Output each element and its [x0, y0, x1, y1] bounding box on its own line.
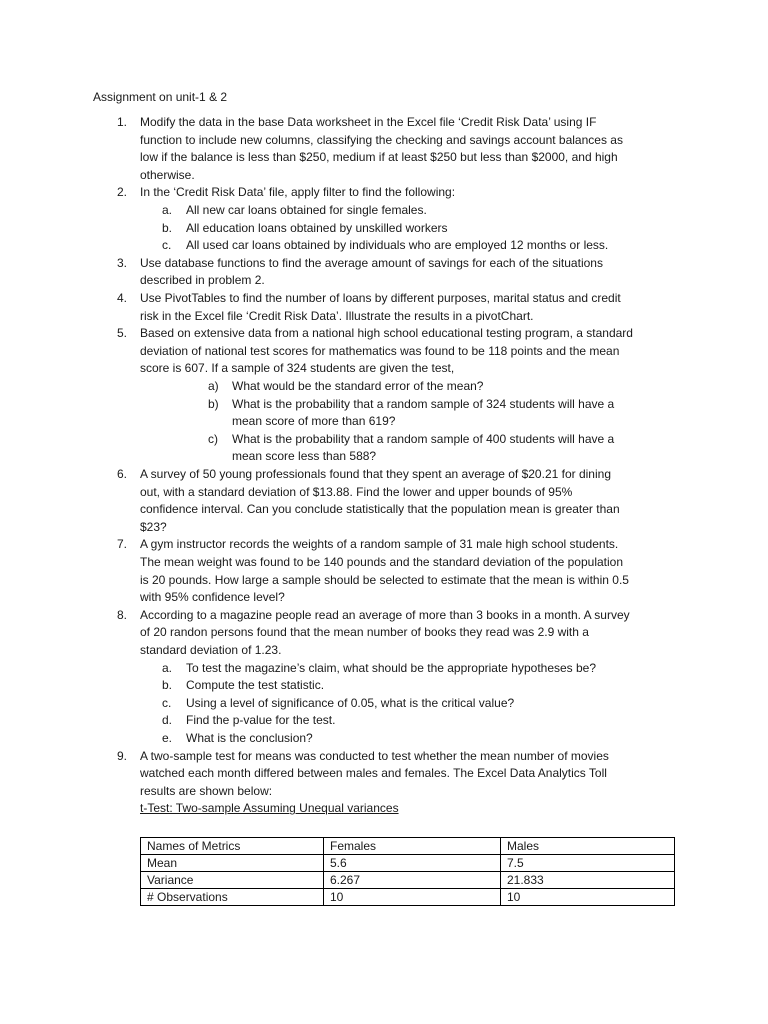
subquestion-label: e. [162, 731, 173, 745]
question-text: deviation of national test scores for mathematics was found to be 118 points and the mean [140, 343, 620, 358]
question-text: score is 607. If a sample of 324 students are given the test, [140, 361, 455, 376]
subquestion-label: b. [162, 220, 173, 235]
table-cell: # Observations [141, 889, 324, 906]
table-caption: t-Test: Two-sample Assuming Unequal variances [140, 801, 399, 816]
subquestion-text: What is the probability that a random sample of 400 students will have a [232, 431, 615, 446]
subquestion-text: Using a level of significance of 0.05, what is the critical value? [186, 695, 515, 710]
question-text: Based on extensive data from a national high school educational testing program, a standard [140, 326, 633, 341]
subquestion-text: Compute the test statistic. [186, 678, 325, 693]
question-text: otherwise. [140, 167, 195, 182]
question-number: 6. [117, 467, 128, 481]
question-text: results are shown below: [140, 783, 273, 798]
question-number: 5. [117, 326, 128, 341]
subquestion-label: a) [208, 379, 219, 393]
table-row [141, 889, 675, 906]
question-number: 8. [117, 607, 128, 622]
question-text: low if the balance is less than $250, medium if at least $250 but less than $2000, and high [140, 150, 618, 165]
subquestion-text: What is the probability that a random sample of 324 students will have a [232, 396, 615, 411]
subquestion-label: a. [162, 203, 173, 217]
question-text: with 95% confidence level? [140, 590, 285, 605]
table-row [141, 855, 675, 872]
subquestion-label: a. [162, 660, 173, 675]
question-text: $23? [140, 519, 167, 534]
subquestion-text: What would be the standard error of the mean? [232, 379, 484, 393]
subquestion-text: To test the magazine’s claim, what should be the appropriate hypotheses be? [186, 660, 597, 675]
subquestion-text: All new car loans obtained for single females. [186, 203, 427, 217]
table-cell: 10 [324, 889, 501, 906]
question-text: Modify the data in the base Data worksheet in the Excel file ‘Credit Risk Data’ using IF [140, 115, 597, 129]
document-title: Assignment on unit-1 & 2 [93, 90, 228, 104]
question-text: A two-sample test for means was conducted to test whether the mean number of movies [140, 748, 609, 763]
table-cell: 6.267 [324, 872, 501, 889]
question-number: 2. [117, 185, 128, 200]
question-text: A survey of 50 young professionals found that they spent an average of $20.21 for dining [140, 467, 611, 481]
subquestion-label: c. [162, 238, 172, 253]
table-row [141, 872, 675, 889]
question-number: 9. [117, 748, 128, 763]
table-cell: 10 [501, 889, 675, 906]
table-header-cell: Females [324, 838, 501, 855]
subquestion-text: Find the p-value for the test. [186, 713, 336, 728]
question-text: The mean weight was found to be 140 pounds and the standard deviation of the population [140, 555, 624, 569]
question-text: Use PivotTables to find the number of loans by different purposes, marital status and credit [140, 291, 621, 305]
question-text: Use database functions to find the average amount of savings for each of the situations [140, 255, 603, 270]
subquestion-text: All education loans obtained by unskilled workers [186, 220, 448, 235]
subquestion-text: All used car loans obtained by individuals who are employed 12 months or less. [186, 238, 609, 253]
question-number: 4. [117, 291, 128, 305]
question-text: out, with a standard deviation of $13.88. Find the lower and upper bounds of 95% [140, 484, 573, 499]
subquestion-label: d. [162, 713, 173, 728]
subquestion-label: c. [162, 695, 172, 710]
question-number: 1. [117, 115, 128, 129]
question-number: 7. [117, 537, 128, 552]
question-number: 3. [117, 255, 128, 270]
question-text: risk in the Excel file ‘Credit Risk Data’. Illustrate the results in a pivotChart. [140, 308, 534, 323]
question-text: watched each month differed between males and females. The Excel Data Analytics Toll [140, 766, 607, 781]
question-text: A gym instructor records the weights of a random sample of 31 male high school students. [140, 537, 619, 552]
subquestion-text: What is the conclusion? [186, 731, 313, 745]
table-cell: Mean [141, 855, 324, 872]
question-text: According to a magazine people read an average of more than 3 books in a month. A survey [140, 607, 630, 622]
subquestion-label: c) [208, 431, 218, 446]
question-text: described in problem 2. [140, 273, 265, 288]
subquestion-text: mean score less than 588? [232, 449, 377, 464]
question-text: function to include new columns, classifying the checking and savings account balances as [140, 132, 623, 147]
table-cell: 5.6 [324, 855, 501, 872]
question-text: standard deviation of 1.23. [140, 643, 282, 657]
table-cell: 7.5 [501, 855, 675, 872]
ttest-results-table [140, 837, 675, 906]
question-text: confidence interval. Can you conclude statistically that the population mean is greater than [140, 502, 620, 517]
subquestion-text: mean score of more than 619? [232, 414, 396, 429]
question-text: of 20 randon persons found that the mean number of books they read was 2.9 with a [140, 625, 589, 640]
question-text: is 20 pounds. How large a sample should be selected to estimate that the mean is within 0.5 [140, 572, 629, 587]
table-header-cell: Males [501, 838, 675, 855]
table-header-cell: Names of Metrics [141, 838, 324, 855]
table-header-row [141, 838, 675, 855]
table-cell: Variance [141, 872, 324, 889]
question-text: In the ‘Credit Risk Data’ file, apply filter to find the following: [140, 185, 456, 200]
subquestion-label: b) [208, 396, 219, 411]
subquestion-label: b. [162, 678, 173, 693]
table-cell: 21.833 [501, 872, 675, 889]
